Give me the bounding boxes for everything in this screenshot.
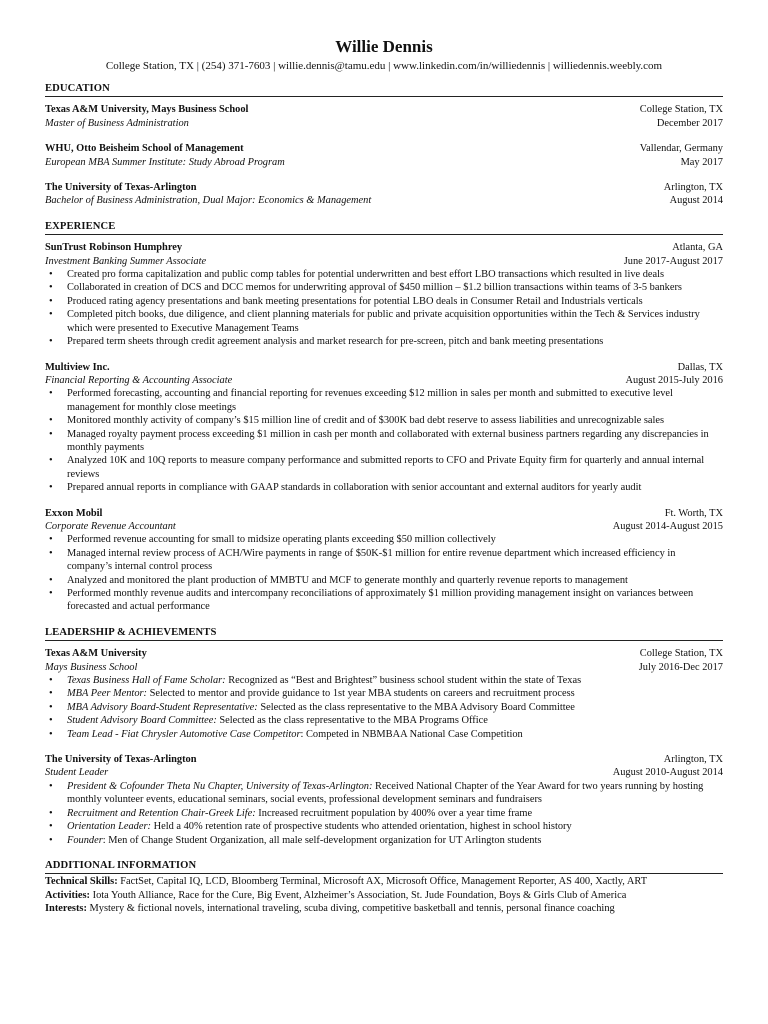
candidate-name: Willie Dennis (335, 37, 433, 56)
entry-date: August 2014 (669, 195, 723, 207)
bullet-item (45, 834, 723, 847)
section-title-experience: EXPERIENCE (45, 220, 723, 235)
bullet-item (45, 807, 723, 820)
bullet-item: • Managed royalty payment process exceeding $1 million in cash per month and collaborated with external business partners regarding any discrepancies in monthly payments (45, 428, 723, 455)
entry-location: College Station, TX (639, 648, 723, 660)
bullet-item (45, 687, 723, 700)
education-entry (45, 181, 723, 208)
entry-date: August 2014-August 2015 (612, 520, 723, 532)
bullet-list (45, 268, 723, 348)
entry-sub: Financial Reporting & Accounting Associate (45, 374, 233, 386)
entry-location: Vallendar, Germany (639, 143, 723, 155)
experience-entry (45, 507, 723, 614)
entry-sub: Mays Business School (45, 661, 138, 673)
bullet-text: Selected as the class representative to the MBA Advisory Board Committee (257, 701, 575, 713)
bullet-role: MBA Peer Mentor: (67, 688, 148, 700)
bullet-role: Texas Business Hall of Fame Scholar: (67, 675, 226, 687)
experience-entry (45, 241, 723, 348)
section-title-additional: ADDITIONAL INFORMATION (45, 859, 723, 874)
bullet-item: • Performed forecasting, accounting and financial reporting for revenues exceeding $12 million in sales per month and submitted to executive level management for monthly close meetings (45, 387, 723, 414)
bullet-item: • Prepared term sheets through credit agreement analysis and market research for pre-screen, pitch and bank meeting presentations (45, 335, 723, 348)
section-title-leadership: LEADERSHIP & ACHIEVEMENTS (45, 626, 723, 641)
bullet-text: Increased recruitment population by 400% over a year time frame (255, 807, 533, 819)
entry-org: Multiview Inc. (45, 361, 110, 373)
additional-row (45, 875, 723, 888)
bullet-item: • Monitored monthly activity of company’s $15 million line of credit and of $300K bad debt reserve to assess liabilities and unrecognizable sales (45, 414, 723, 427)
entry-location: Arlington, TX (663, 754, 723, 766)
education-entry (45, 142, 723, 169)
additional-label: Interests: (45, 903, 87, 915)
additional-section (45, 875, 723, 915)
entry-date: May 2017 (680, 156, 723, 168)
additional-text: Mystery & fictional novels, international traveling, scuba diving, competitive basketball and tennis, personal finance coaching (86, 903, 615, 915)
additional-label: Technical Skills: (45, 876, 118, 888)
bullet-item (45, 780, 723, 807)
bullet-item: • Performed monthly revenue audits and intercompany reconciliations of approximately $1 million providing management insight on variances between forecasted and actual performance (45, 587, 723, 614)
entry-sub: Master of Business Administration (45, 117, 189, 129)
entry-org: The University of Texas-Arlington (45, 754, 197, 766)
additional-text: FactSet, Capital IQ, LCD, Bloomberg Terminal, Microsoft AX, Microsoft Office, Management Reporter, AS 400, Xactly, ART (117, 876, 648, 888)
bullet-item: • Produced rating agency presentations and bank meeting presentations for potential LBO deals in Consumer Retail and Industrials verticals (45, 295, 723, 308)
bullet-list (45, 780, 723, 847)
experience-section (45, 241, 723, 614)
bullet-text: Selected to mentor and provide guidance to 1st year MBA students on careers and recruitment process (147, 688, 575, 700)
contact-line: College Station, TX | (254) 371-7603 | willie.dennis@tamu.edu | www.linkedin.com/in/williedennis | williedennis.weebly.com (105, 60, 663, 72)
bullet-text: Selected as the class representative to the MBA Programs Office (216, 715, 488, 727)
entry-location: College Station, TX (639, 104, 723, 116)
bullet-text: Held a 40% retention rate of prospective students who attended orientation, highest in school history (150, 821, 572, 833)
bullet-text: : Competed in NBMBAA National Case Competition (300, 728, 523, 740)
bullet-item: • Performed revenue accounting for small to midsize operating plants exceeding $50 million collectively (45, 533, 723, 546)
bullet-role: Orientation Leader: (67, 821, 151, 833)
bullet-item (45, 674, 723, 687)
entry-org: Texas A&M University (45, 648, 147, 660)
entry-location: Ft. Worth, TX (664, 507, 723, 519)
bullet-text: : Men of Change Student Organization, all male self-development organization for UT Arlington students (102, 834, 542, 846)
bullet-list (45, 674, 723, 741)
bullet-role: MBA Advisory Board-Student Representative: (67, 701, 258, 713)
bullet-role: Student Advisory Board Committee: (67, 715, 217, 727)
bullet-item (45, 714, 723, 727)
bullet-text: Received National Chapter of the Year Award for two years running by hosting monthly volunteer events, educational seminars, social events, professional development seminars and fundraisers (67, 780, 704, 806)
leadership-section (45, 647, 723, 847)
additional-text: Iota Youth Alliance, Race for the Cure, Big Event, Alzheimer’s Association, St. Jude Foundation, Boys & Girls Club of America (90, 889, 627, 901)
leadership-entry (45, 753, 723, 847)
entry-location: Arlington, TX (663, 182, 723, 194)
leadership-entry (45, 647, 723, 741)
bullet-item (45, 701, 723, 714)
bullet-item (45, 728, 723, 741)
bullet-item (45, 820, 723, 833)
entry-sub: Investment Banking Summer Associate (45, 255, 207, 267)
entry-org: SunTrust Robinson Humphrey (45, 242, 183, 254)
entry-org: The University of Texas-Arlington (45, 182, 197, 194)
bullet-item: • Analyzed and monitored the plant production of MMBTU and MCF to generate monthly and quarterly revenue reports to management (45, 574, 723, 587)
bullet-list (45, 387, 723, 494)
bullet-item: • Collaborated in creation of DCS and DCC memos for underwriting approval of $450 million – $1.2 billion transactions within teams of 3-5 bankers (45, 281, 723, 294)
bullet-role: Recruitment and Retention Chair-Greek Life: (67, 807, 256, 819)
entry-sub: European MBA Summer Institute: Study Abroad Program (45, 156, 285, 168)
entry-date: August 2010-August 2014 (612, 767, 723, 779)
entry-date: July 2016-Dec 2017 (638, 661, 723, 673)
entry-org: WHU, Otto Beisheim School of Management (45, 143, 244, 155)
additional-label: Activities: (45, 889, 91, 901)
bullet-item: • Prepared annual reports in compliance with GAAP standards in collaboration with senior accountant and external auditors for yearly audit (45, 481, 723, 494)
education-section (45, 103, 723, 207)
additional-row (45, 889, 723, 902)
entry-org: Texas A&M University, Mays Business School (45, 104, 249, 116)
additional-row (45, 902, 723, 915)
entry-date: December 2017 (656, 117, 723, 129)
entry-sub: Student Leader (45, 767, 109, 779)
bullet-item: • Managed internal review process of ACH/Wire payments in range of $50K-$1 million for entire revenue department which increased efficiency in company’s internal control process (45, 547, 723, 574)
entry-location: Dallas, TX (677, 361, 723, 373)
bullet-item: • Analyzed 10K and 10Q reports to measure company performance and submitted reports to CFO and Private Equity firm for quarterly and annual internal reviews (45, 454, 723, 481)
education-entry (45, 103, 723, 130)
entry-org: Exxon Mobil (45, 507, 103, 519)
entry-location: Atlanta, GA (672, 242, 723, 254)
bullet-role: President & Cofounder Theta Nu Chapter, University of Texas-Arlington: (67, 780, 373, 792)
bullet-list (45, 533, 723, 613)
bullet-role: Founder (67, 834, 103, 846)
entry-date: June 2017-August 2017 (623, 255, 723, 267)
entry-sub: Corporate Revenue Accountant (45, 520, 176, 532)
bullet-role: Team Lead - Fiat Chrysler Automotive Case Competitor (67, 728, 301, 740)
bullet-item: • Completed pitch books, due diligence, and client planning materials for public and private acquisition opportunities within the Tech & Services industry which were presented to Executive Management Teams (45, 308, 723, 335)
bullet-text: Recognized as “Best and Brightest” business school student within the state of Texas (225, 675, 582, 687)
section-title-education: EDUCATION (45, 82, 723, 97)
bullet-item: • Created pro forma capitalization and public comp tables for potential underwritten and best effort LBO transactions which resulted in live deals (45, 268, 723, 281)
entry-date: August 2015-July 2016 (625, 374, 723, 386)
experience-entry (45, 361, 723, 495)
entry-sub: Bachelor of Business Administration, Dual Major: Economics & Management (45, 195, 372, 207)
